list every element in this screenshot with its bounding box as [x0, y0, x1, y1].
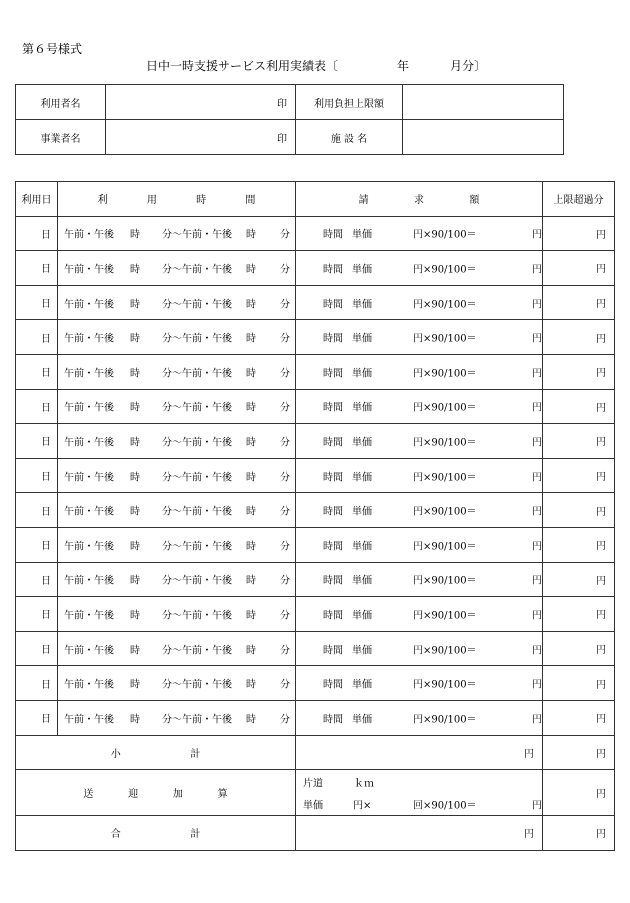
minute-label: 分: [280, 299, 290, 311]
total-row: [16, 816, 615, 851]
yen-label: 円: [596, 229, 606, 241]
subtotal-row: [16, 735, 615, 770]
hours-label: 時間: [323, 472, 343, 484]
unit-price-label: 単価: [352, 368, 372, 380]
yen-label: 円: [596, 472, 606, 484]
subtotal-label: [16, 735, 296, 770]
day-unit: 日: [41, 506, 51, 518]
yen-label: 円: [596, 541, 606, 553]
minute-to-label: 分～午前・午後: [162, 679, 232, 691]
excess-cell[interactable]: [543, 424, 615, 459]
hour-label: 時: [246, 679, 256, 691]
hour-label: 時: [130, 437, 140, 449]
yen-label: 円: [596, 368, 606, 380]
day-cell[interactable]: [16, 597, 58, 632]
minute-label: 分: [280, 472, 290, 484]
total-label: [16, 816, 296, 851]
formula-label: 円×90/100＝: [413, 333, 477, 345]
unit-price-label: 単価: [352, 506, 372, 518]
time-cell[interactable]: [58, 424, 296, 459]
formula-label: 円×90/100＝: [413, 299, 477, 311]
provider-label: 事業者名: [16, 120, 106, 155]
yen-label: 円: [596, 610, 606, 622]
transport-char: 迎: [128, 789, 139, 801]
hour-label: 時: [246, 437, 256, 449]
ampm-label: 午前・午後: [64, 299, 114, 311]
time-header-char: 時: [196, 195, 207, 207]
billing-cell[interactable]: [296, 700, 543, 735]
yen-label: 円: [596, 506, 606, 518]
user-name-field[interactable]: [106, 85, 296, 120]
facility-field[interactable]: [403, 120, 564, 155]
time-cell[interactable]: [58, 631, 296, 666]
unit-price-label: 単価: [352, 610, 372, 622]
table-row: [16, 320, 615, 355]
unit-price-label: 単価: [352, 264, 372, 276]
ampm-label: 午前・午後: [64, 610, 114, 622]
transport-label: [16, 770, 296, 816]
hours-label: 時間: [323, 299, 343, 311]
yen-label: 円: [532, 264, 542, 276]
excess-cell[interactable]: [543, 666, 615, 701]
subtotal-char: 計: [190, 748, 201, 760]
time-header-char: 用: [146, 195, 157, 207]
day-unit: 日: [41, 333, 51, 345]
unit-price-label: 単価: [352, 402, 372, 414]
excess-cell[interactable]: [543, 631, 615, 666]
hour-label: 時: [130, 472, 140, 484]
excess-cell[interactable]: [543, 700, 615, 735]
formula-label: 円×90/100＝: [413, 402, 477, 414]
hours-label: 時間: [323, 679, 343, 691]
time-cell[interactable]: [58, 320, 296, 355]
minute-to-label: 分～午前・午後: [162, 368, 232, 380]
minute-label: 分: [280, 645, 290, 657]
minute-label: 分: [280, 679, 290, 691]
transport-char: 送: [83, 789, 94, 801]
title-main: 日中一時支援サービス利用実績表〔: [146, 59, 339, 73]
transport-excess[interactable]: [543, 770, 615, 816]
time-cell[interactable]: [58, 527, 296, 562]
title-year: 年: [397, 59, 410, 73]
billing-cell[interactable]: [296, 354, 543, 389]
table-row: [16, 389, 615, 424]
hours-label: 時間: [323, 714, 343, 726]
billing-cell[interactable]: [296, 389, 543, 424]
hour-label: 時: [130, 575, 140, 587]
ampm-label: 午前・午後: [64, 679, 114, 691]
yen-label: 円: [596, 333, 606, 345]
hour-label: 時: [246, 541, 256, 553]
transport-price-label: 単価: [303, 800, 323, 812]
yen-label: 円: [596, 829, 606, 841]
excess-cell[interactable]: [543, 251, 615, 286]
day-unit: 日: [41, 437, 51, 449]
billing-cell[interactable]: [296, 666, 543, 701]
day-cell[interactable]: [16, 216, 58, 251]
minute-label: 分: [280, 575, 290, 587]
day-unit: 日: [41, 368, 51, 380]
date-header: 利用日: [16, 182, 58, 217]
unit-price-label: 単価: [352, 472, 372, 484]
billing-header-char: 請: [358, 195, 369, 207]
ampm-label: 午前・午後: [64, 402, 114, 414]
day-cell[interactable]: [16, 424, 58, 459]
formula-label: 円×90/100＝: [413, 472, 477, 484]
ampm-label: 午前・午後: [64, 264, 114, 276]
ampm-label: 午前・午後: [64, 645, 114, 657]
formula-label: 円×90/100＝: [413, 575, 477, 587]
minute-label: 分: [280, 402, 290, 414]
minute-to-label: 分～午前・午後: [162, 714, 232, 726]
day-cell[interactable]: [16, 493, 58, 528]
day-cell[interactable]: [16, 458, 58, 493]
minute-to-label: 分～午前・午後: [162, 264, 232, 276]
yen-label: 円: [532, 229, 542, 241]
time-cell[interactable]: [58, 354, 296, 389]
day-cell[interactable]: [16, 389, 58, 424]
billing-cell[interactable]: [296, 285, 543, 320]
hour-label: 時: [246, 506, 256, 518]
limit-field[interactable]: [403, 85, 564, 120]
hour-label: 時: [130, 610, 140, 622]
billing-cell[interactable]: [296, 562, 543, 597]
total-char: 合: [110, 829, 121, 841]
hours-label: 時間: [323, 437, 343, 449]
day-cell[interactable]: [16, 562, 58, 597]
minute-to-label: 分～午前・午後: [162, 299, 232, 311]
hours-label: 時間: [323, 333, 343, 345]
time-cell[interactable]: [58, 216, 296, 251]
billing-cell[interactable]: [296, 320, 543, 355]
transport-char: 加: [172, 789, 183, 801]
hours-label: 時間: [323, 229, 343, 241]
day-unit: 日: [41, 299, 51, 311]
hour-label: 時: [246, 714, 256, 726]
excess-cell[interactable]: [543, 320, 615, 355]
day-cell[interactable]: [16, 666, 58, 701]
minute-label: 分: [280, 506, 290, 518]
minute-to-label: 分～午前・午後: [162, 402, 232, 414]
yen-label: 円: [524, 748, 534, 760]
yen-label: 円: [532, 299, 542, 311]
unit-price-label: 単価: [352, 645, 372, 657]
excess-cell[interactable]: [543, 562, 615, 597]
excess-cell[interactable]: [543, 597, 615, 632]
transport-char: 算: [217, 789, 228, 801]
yen-label: 円: [532, 506, 542, 518]
minute-to-label: 分～午前・午後: [162, 229, 232, 241]
minute-label: 分: [280, 368, 290, 380]
yen-label: 円: [532, 437, 542, 449]
ampm-label: 午前・午後: [64, 575, 114, 587]
time-header-char: 利: [97, 195, 108, 207]
billing-cell[interactable]: [296, 527, 543, 562]
excess-cell[interactable]: [543, 354, 615, 389]
time-cell[interactable]: [58, 666, 296, 701]
formula-label: 円×90/100＝: [413, 541, 477, 553]
minute-label: 分: [280, 333, 290, 345]
day-cell[interactable]: [16, 354, 58, 389]
hour-label: 時: [130, 333, 140, 345]
hours-label: 時間: [323, 610, 343, 622]
hour-label: 時: [246, 402, 256, 414]
day-cell[interactable]: [16, 251, 58, 286]
table-row: [16, 666, 615, 701]
table-row: [16, 493, 615, 528]
excess-cell[interactable]: [543, 285, 615, 320]
table-row: [16, 631, 615, 666]
formula-label: 円×90/100＝: [413, 437, 477, 449]
billing-cell[interactable]: [296, 631, 543, 666]
hours-label: 時間: [323, 645, 343, 657]
yen-label: 円: [596, 679, 606, 691]
provider-field[interactable]: [106, 120, 296, 155]
minute-to-label: 分～午前・午後: [162, 645, 232, 657]
day-cell[interactable]: [16, 527, 58, 562]
day-cell[interactable]: [16, 285, 58, 320]
day-unit: 日: [41, 264, 51, 276]
yen-label: 円: [532, 472, 542, 484]
yen-label: 円: [596, 645, 606, 657]
limit-label: 利用負担上限額: [296, 85, 403, 120]
hour-label: 時: [246, 333, 256, 345]
hours-label: 時間: [323, 368, 343, 380]
time-cell[interactable]: [58, 389, 296, 424]
day-unit: 日: [41, 575, 51, 587]
yen-label: 円: [532, 610, 542, 622]
hour-label: 時: [130, 402, 140, 414]
yen-label: 円: [532, 714, 542, 726]
user-name-label: 利用者名: [16, 85, 106, 120]
subtotal-billing[interactable]: [296, 735, 543, 770]
total-char: 計: [190, 829, 201, 841]
unit-price-label: 単価: [352, 541, 372, 553]
table-row: [16, 597, 615, 632]
hour-label: 時: [130, 714, 140, 726]
minute-to-label: 分～午前・午後: [162, 437, 232, 449]
hour-label: 時: [246, 299, 256, 311]
oneway-label: 片道: [303, 778, 323, 790]
unit-price-label: 単価: [352, 679, 372, 691]
hour-label: 時: [130, 645, 140, 657]
hour-label: 時: [246, 610, 256, 622]
minute-to-label: 分～午前・午後: [162, 506, 232, 518]
time-cell[interactable]: [58, 251, 296, 286]
hour-label: 時: [246, 645, 256, 657]
unit-price-label: 単価: [352, 333, 372, 345]
billing-header: [296, 182, 543, 217]
header-table: [15, 84, 564, 155]
time-cell[interactable]: [58, 493, 296, 528]
yen-label: 円: [596, 748, 606, 760]
transport-row: [16, 770, 615, 816]
time-cell[interactable]: [58, 700, 296, 735]
excess-cell[interactable]: [543, 458, 615, 493]
table-row: [16, 700, 615, 735]
yen-label: 円: [596, 299, 606, 311]
yen-label: 円: [532, 679, 542, 691]
total-excess[interactable]: [543, 816, 615, 851]
day-cell[interactable]: [16, 631, 58, 666]
table-row: [16, 527, 615, 562]
unit-price-label: 単価: [352, 299, 372, 311]
ampm-label: 午前・午後: [64, 229, 114, 241]
day-cell[interactable]: [16, 320, 58, 355]
time-header-char: 間: [245, 195, 256, 207]
table-row: [16, 285, 615, 320]
seal-mark: 印: [277, 98, 287, 110]
day-unit: 日: [41, 714, 51, 726]
yen-label: 円: [532, 645, 542, 657]
ampm-label: 午前・午後: [64, 472, 114, 484]
formula-label: 円×90/100＝: [413, 506, 477, 518]
billing-cell[interactable]: [296, 424, 543, 459]
km-label: ｋｍ: [354, 778, 374, 790]
unit-price-label: 単価: [352, 229, 372, 241]
yen-label: 円: [596, 402, 606, 414]
day-unit: 日: [41, 472, 51, 484]
hour-label: 時: [246, 575, 256, 587]
day-unit: 日: [41, 229, 51, 241]
time-cell[interactable]: [58, 562, 296, 597]
billing-header-char: 求: [413, 195, 424, 207]
subtotal-excess[interactable]: [543, 735, 615, 770]
formula-label: 円×90/100＝: [413, 610, 477, 622]
ampm-label: 午前・午後: [64, 437, 114, 449]
yen-label: 円: [596, 714, 606, 726]
yen-label: 円: [532, 541, 542, 553]
unit-price-label: 単価: [352, 437, 372, 449]
day-unit: 日: [41, 679, 51, 691]
minute-label: 分: [280, 229, 290, 241]
hours-label: 時間: [323, 575, 343, 587]
table-row: [16, 424, 615, 459]
ampm-label: 午前・午後: [64, 714, 114, 726]
hour-label: 時: [130, 679, 140, 691]
formula-label: 円×90/100＝: [413, 714, 477, 726]
hour-label: 時: [130, 299, 140, 311]
billing-cell[interactable]: [296, 458, 543, 493]
hours-label: 時間: [323, 541, 343, 553]
minute-label: 分: [280, 714, 290, 726]
total-billing[interactable]: [296, 816, 543, 851]
table-row: [16, 458, 615, 493]
time-cell[interactable]: [58, 597, 296, 632]
subtotal-char: 小: [110, 748, 121, 760]
transport-formula: 回×90/100＝: [413, 800, 477, 812]
yen-label: 円: [596, 575, 606, 587]
yen-label: 円: [596, 264, 606, 276]
excess-cell[interactable]: [543, 493, 615, 528]
minute-label: 分: [280, 610, 290, 622]
formula-label: 円×90/100＝: [413, 645, 477, 657]
hours-label: 時間: [323, 402, 343, 414]
ampm-label: 午前・午後: [64, 506, 114, 518]
table-row: [16, 216, 615, 251]
day-unit: 日: [41, 645, 51, 657]
hour-label: 時: [246, 264, 256, 276]
excess-cell[interactable]: [543, 527, 615, 562]
hour-label: 時: [130, 541, 140, 553]
form-number: 第６号様式: [22, 42, 83, 56]
minute-to-label: 分～午前・午後: [162, 575, 232, 587]
formula-label: 円×90/100＝: [413, 368, 477, 380]
ampm-label: 午前・午後: [64, 541, 114, 553]
formula-label: 円×90/100＝: [413, 264, 477, 276]
excess-header: 上限超過分: [543, 182, 615, 217]
table-row: [16, 562, 615, 597]
yen-label: 円: [524, 829, 534, 841]
excess-cell[interactable]: [543, 216, 615, 251]
ampm-label: 午前・午後: [64, 333, 114, 345]
table-row: [16, 354, 615, 389]
hour-label: 時: [246, 472, 256, 484]
yen-label: 円: [532, 575, 542, 587]
hour-label: 時: [130, 368, 140, 380]
minute-label: 分: [280, 437, 290, 449]
yen-label: 円: [532, 368, 542, 380]
billing-cell[interactable]: [296, 216, 543, 251]
hour-label: 時: [246, 368, 256, 380]
hour-label: 時: [130, 506, 140, 518]
hour-label: 時: [130, 229, 140, 241]
minute-to-label: 分～午前・午後: [162, 333, 232, 345]
hour-label: 時: [246, 229, 256, 241]
minute-label: 分: [280, 264, 290, 276]
ampm-label: 午前・午後: [64, 368, 114, 380]
yen-label: 円: [596, 437, 606, 449]
formula-label: 円×90/100＝: [413, 229, 477, 241]
table-row: [16, 251, 615, 286]
minute-to-label: 分～午前・午後: [162, 541, 232, 553]
transport-yen-x: 円×: [353, 800, 372, 812]
day-unit: 日: [41, 610, 51, 622]
transport-billing[interactable]: [296, 770, 543, 816]
unit-price-label: 単価: [352, 714, 372, 726]
hours-label: 時間: [323, 506, 343, 518]
title-month: 月分〕: [450, 59, 487, 73]
day-unit: 日: [41, 541, 51, 553]
yen-label: 円: [532, 402, 542, 414]
minute-to-label: 分～午前・午後: [162, 472, 232, 484]
billing-header-char: 額: [469, 195, 480, 207]
billing-cell[interactable]: [296, 493, 543, 528]
day-cell[interactable]: [16, 700, 58, 735]
time-cell[interactable]: [58, 285, 296, 320]
minute-to-label: 分～午前・午後: [162, 610, 232, 622]
seal-mark: 印: [277, 133, 287, 145]
usage-table: [15, 181, 615, 851]
day-unit: 日: [41, 402, 51, 414]
yen-label: 円: [532, 333, 542, 345]
time-cell[interactable]: [58, 458, 296, 493]
excess-cell[interactable]: [543, 389, 615, 424]
yen-label: 円: [596, 789, 606, 801]
time-header: [58, 182, 296, 217]
hours-label: 時間: [323, 264, 343, 276]
facility-label: 施 設 名: [296, 120, 403, 155]
minute-label: 分: [280, 541, 290, 553]
unit-price-label: 単価: [352, 575, 372, 587]
billing-cell[interactable]: [296, 597, 543, 632]
hour-label: 時: [130, 264, 140, 276]
billing-cell[interactable]: [296, 251, 543, 286]
yen-label: 円: [532, 800, 542, 812]
formula-label: 円×90/100＝: [413, 679, 477, 691]
